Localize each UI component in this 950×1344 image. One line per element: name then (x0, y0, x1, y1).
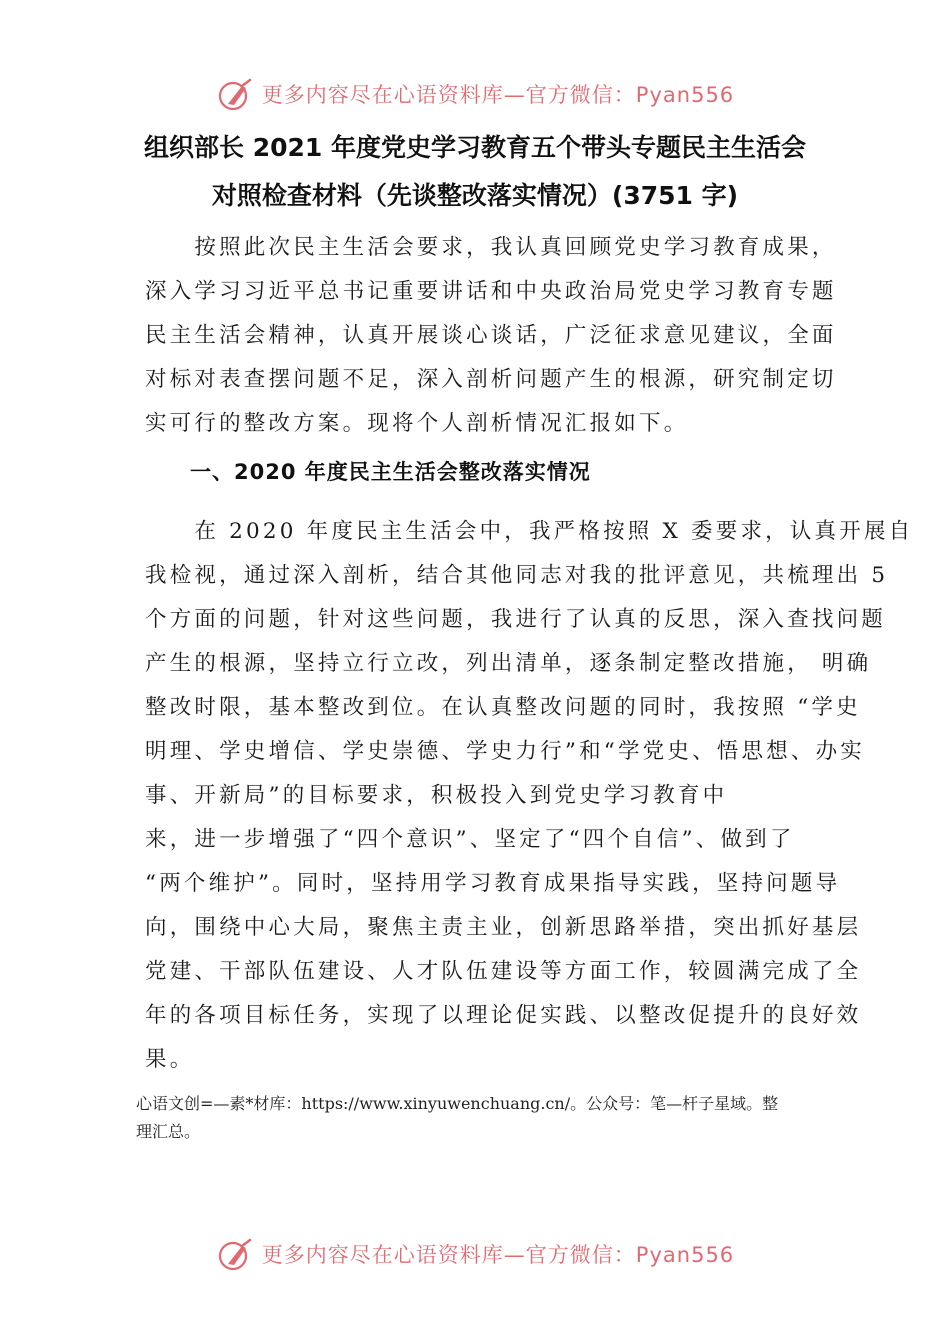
paragraph-line: 事、开新局”的目标要求，积极投入到党史学习教育中 (145, 783, 728, 808)
banner-text: 更多内容尽在心语资料库—官方微信：Pyan556 (261, 1243, 735, 1267)
paragraph-line: 按照此次民主生活会要求，我认真回顾党史学习教育成果， (145, 235, 837, 260)
section-paragraph (145, 510, 914, 1082)
paragraph-line: 对标对表查摆问题不足，深入剖析问题产生的根源，研究制定切 (145, 367, 837, 392)
paragraph-line: 向，围绕中心大局，聚焦主责主业，创新思路举措，突出抓好基层 (145, 915, 862, 940)
source-footnote (136, 1090, 816, 1146)
document-title-line2: 对照检查材料（先谈整改落实情况）(3751 字) (211, 181, 739, 210)
footer-banner (0, 1234, 950, 1274)
paragraph-line: 深入学习习近平总书记重要讲话和中央政治局党史学习教育专题 (145, 279, 837, 304)
paragraph-line: 产生的根源，坚持立行立改，列出清单，逐条制定整改措施， 明确 (145, 651, 872, 676)
document-title-line1: 组织部长 2021 年度党史学习教育五个带头专题民主生活会 (144, 133, 806, 162)
intro-paragraph (145, 226, 837, 446)
banner-text: 更多内容尽在心语资料库—官方微信：Pyan556 (261, 83, 735, 107)
paragraph-line: “两个维护”。同时，坚持用学习教育成果指导实践，坚持问题导 (145, 871, 841, 896)
paragraph-line: 民主生活会精神，认真开展谈心谈话，广泛征求意见建议，全面 (145, 323, 837, 348)
paragraph-line: 我检视，通过深入剖析，结合其他同志对我的批评意见，共梳理出 5 (145, 563, 889, 588)
paragraph-line: 来，进一步增强了“四个意识”、坚定了“四个自信”、做到了 (145, 827, 795, 852)
paragraph-line: 年的各项目标任务，实现了以理论促实践、以整改促提升的良好效 (145, 1003, 862, 1028)
paragraph-line: 整改时限，基本整改到位。在认真整改问题的同时，我按照 “学史 (145, 695, 861, 720)
paragraph-line: 个方面的问题，针对这些问题，我进行了认真的反思，深入查找问题 (145, 607, 887, 632)
pen-nib-icon (216, 1234, 256, 1274)
paragraph-line: 在 2020 年度民主生活会中，我严格按照 X 委要求，认真开展自 (145, 519, 914, 544)
paragraph-line: 党建、干部队伍建设、人才队伍建设等方面工作，较圆满完成了全 (145, 959, 862, 984)
footnote-line: 理汇总。 (136, 1122, 201, 1141)
paragraph-line: 果。 (145, 1047, 195, 1072)
section-heading: 一、2020 年度民主生活会整改落实情况 (190, 460, 591, 484)
paragraph-line: 明理、学史增信、学史崇德、学史力行”和“学党史、悟思想、办实 (145, 739, 865, 764)
paragraph-line: 实可行的整改方案。现将个人剖析情况汇报如下。 (145, 411, 689, 436)
pen-nib-icon (216, 74, 256, 114)
header-banner (0, 74, 950, 114)
footnote-line: 心语文创=—素*材库：https://www.xinyuwenchuang.cn/。公众号：笔—杆子星域。整 (136, 1094, 779, 1113)
